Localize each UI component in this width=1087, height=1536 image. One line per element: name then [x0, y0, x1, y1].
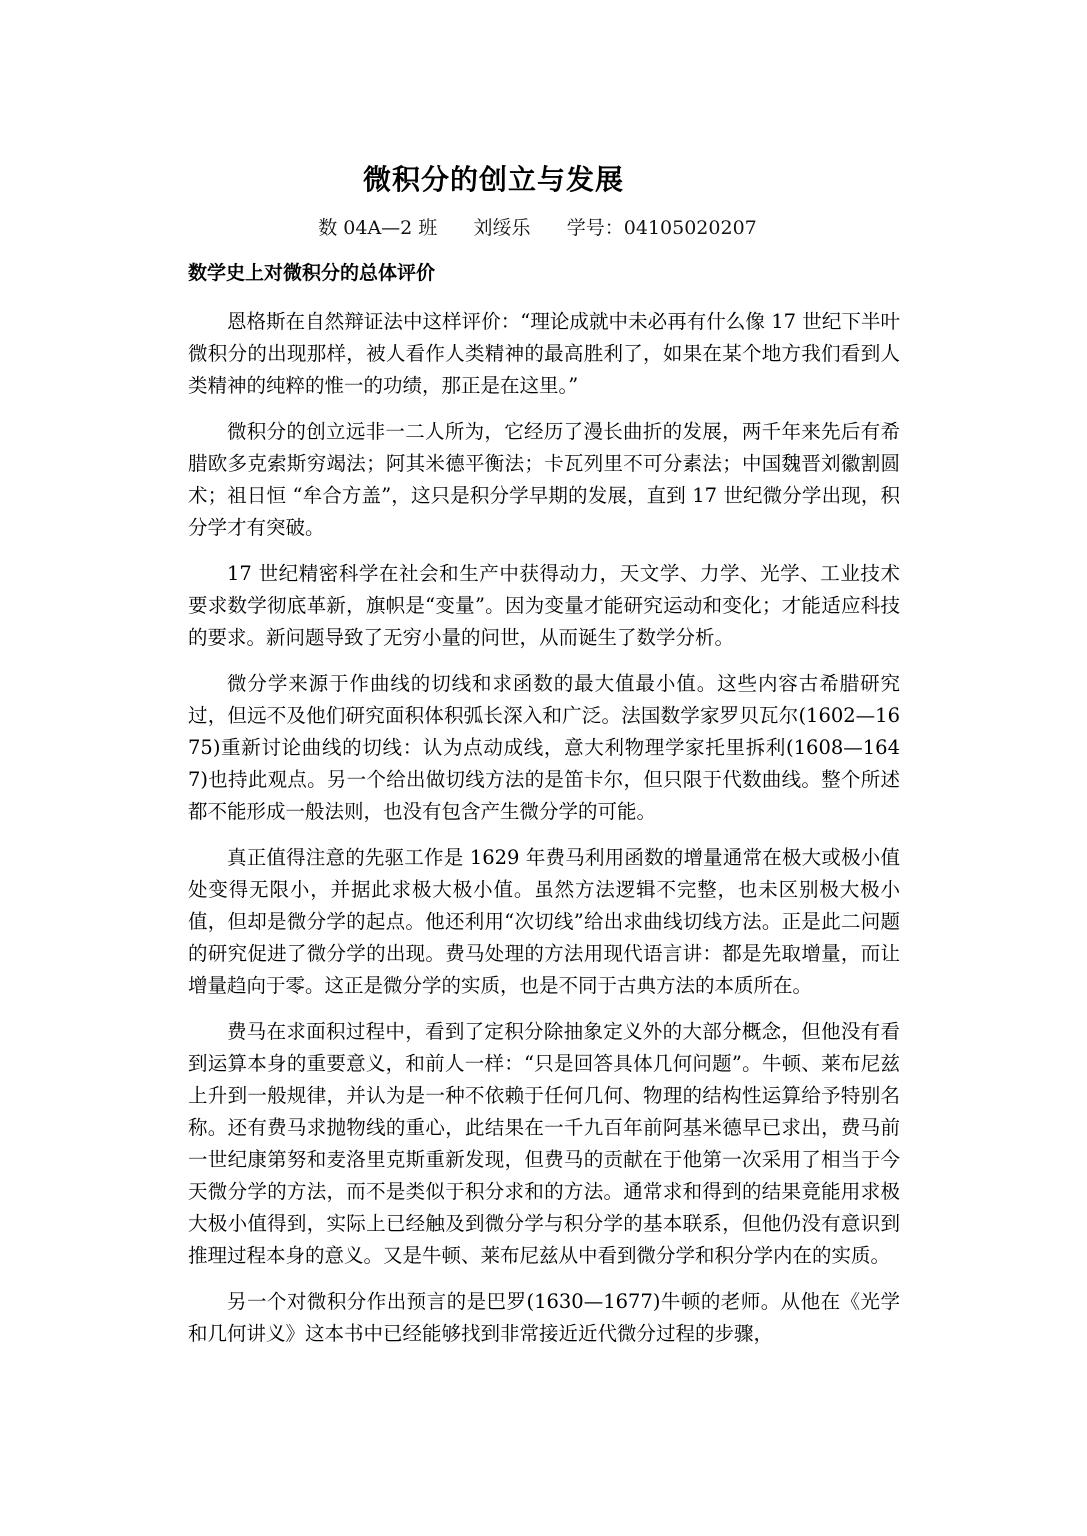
document-body	[188, 306, 900, 1364]
paragraph: 17 世纪精密科学在社会和生产中获得动力，天文学、力学、光学、工业技术要求数学彻底革新，旗帜是“变量”。因为变量才能研究运动和变化；才能适应科技的要求。新问题导致了无穷小量的问世，从而诞生了数学分析。	[188, 562, 900, 649]
section-heading: 数学史上对微积分的总体评价	[188, 262, 436, 284]
paragraph: 微积分的创立远非一二人所为，它经历了漫长曲折的发展，两千年来先后有希腊欧多克索斯穷竭法；阿其米德平衡法；卡瓦列里不可分素法；中国魏晋刘徽割圆术；祖日恒 “牟合方盖”，这只是积分学早期的发展，直到 17 世纪微分学出现，积分学才有突破。	[188, 420, 900, 539]
paragraph: 微分学来源于作曲线的切线和求函数的最大值最小值。这些内容古希腊研究过，但远不及他们研究面积体积弧长深入和广泛。法国数学家罗贝瓦尔(1602—1675)重新讨论曲线的切线：认为点动成线，意大利物理学家托里拆利(1608—1647)也持此观点。另一个给出做切线方法的是笛卡尔，但只限于代数曲线。整个所述都不能形成一般法则，也没有包含产生微分学的可能。	[188, 672, 900, 823]
author-byline: 数 04A—2 班 刘绥乐 学号：04105020207	[318, 217, 757, 239]
document-title: 微积分的创立与发展	[362, 163, 624, 196]
paragraph: 恩格斯在自然辩证法中这样评价：“理论成就中未必再有什么像 17 世纪下半叶微积分的出现那样，被人看作人类精神的最高胜利了，如果在某个地方我们看到人类精神的纯粹的惟一的功绩，那正是在这里。”	[188, 310, 900, 397]
paragraph: 费马在求面积过程中，看到了定积分除抽象定义外的大部分概念，但他没有看到运算本身的重要意义，和前人一样：“只是回答具体几何问题”。牛顿、莱布尼兹上升到一般规律，并认为是一种不依赖于任何几何、物理的结构性运算给予特别名称。还有费马求抛物线的重心，此结果在一千九百年前阿基米德早已求出，费马前一世纪康第努和麦洛里克斯重新发现，但费马的贡献在于他第一次采用了相当于今天微分学的方法，而不是类似于积分求和的方法。通常求和得到的结果竟能用求极大极小值得到，实际上已经触及到微分学与积分学的基本联系，但他仍没有意识到推理过程本身的意义。又是牛顿、莱布尼兹从中看到微分学和积分学内在的实质。	[188, 1020, 900, 1267]
paragraph: 另一个对微积分作出预言的是巴罗(1630—1677)牛顿的老师。从他在《光学和几何讲义》这本书中已经能够找到非常接近近代微分过程的步骤，	[188, 1290, 900, 1345]
paragraph: 真正值得注意的先驱工作是 1629 年费马利用函数的增量通常在极大或极小值处变得无限小，并据此求极大极小值。虽然方法逻辑不完整，也未区别极大极小值，但却是微分学的起点。他还利用“次切线”给出求曲线切线方法。正是此二问题的研究促进了微分学的出现。费马处理的方法用现代语言讲：都是先取增量，而让增量趋向于零。这正是微分学的实质，也是不同于古典方法的本质所在。	[188, 846, 900, 997]
